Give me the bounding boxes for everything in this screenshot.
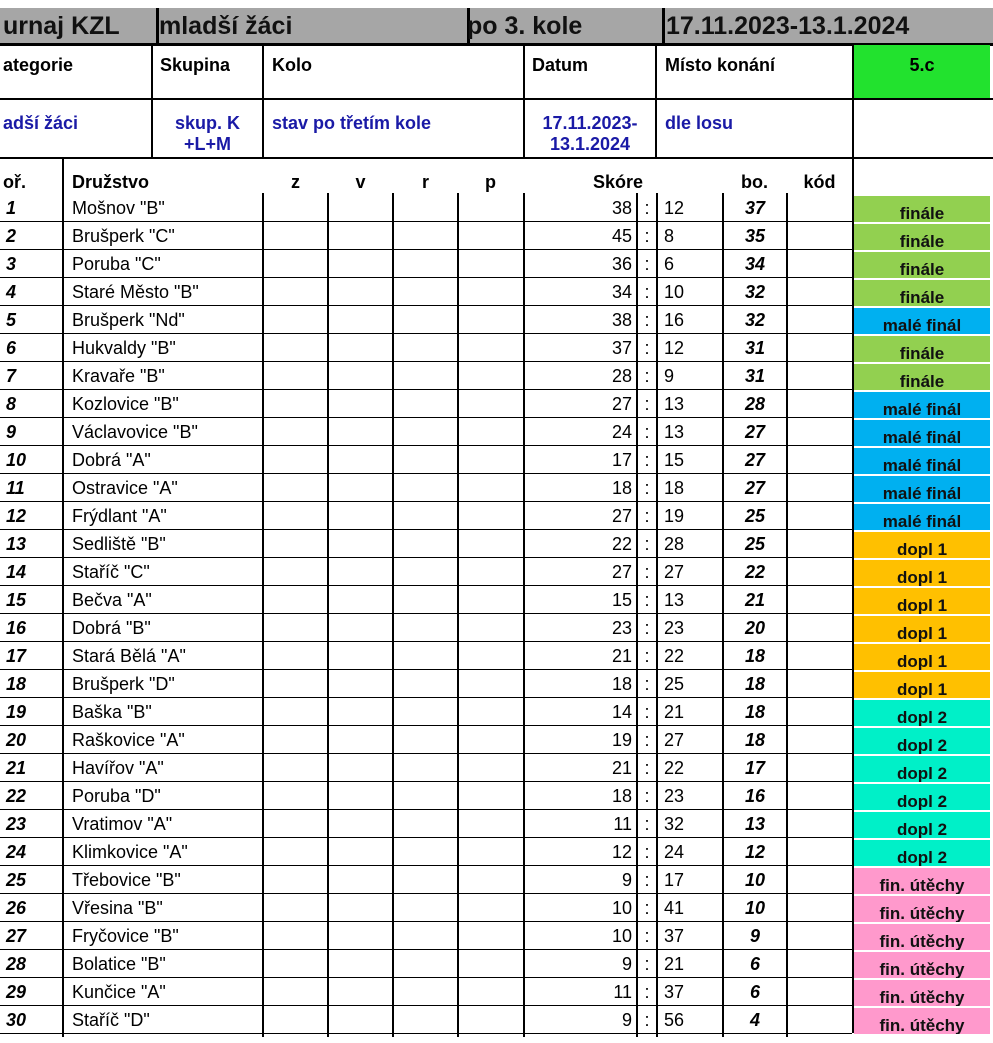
row-position: 8	[6, 394, 17, 414]
header-kategorie: ategorie	[3, 55, 74, 75]
row-team: Poruba "D"	[72, 786, 161, 806]
row-score-separator: :	[644, 618, 650, 638]
row-position: 13	[6, 534, 27, 554]
row-team: Ostravice "A"	[72, 478, 178, 498]
row-position: 25	[6, 870, 27, 890]
row-points: 27	[744, 478, 766, 498]
row-team: Dobrá "B"	[72, 618, 151, 638]
row-score-separator: :	[644, 758, 650, 778]
row-position: 12	[6, 506, 27, 526]
info-kolo: stav po třetím kole	[272, 113, 432, 133]
row-team: Raškovice "A"	[72, 730, 185, 750]
row-result-badge: dopl 1	[854, 532, 990, 558]
row-conceded: 23	[664, 618, 685, 638]
row-result-badge: dopl 2	[854, 728, 990, 754]
header-top-border	[0, 43, 993, 46]
row-score-separator: :	[644, 870, 650, 890]
row-points: 17	[744, 758, 766, 778]
row-points: 21	[744, 590, 766, 610]
row-result-badge: finále	[854, 252, 990, 278]
row-score-separator: :	[644, 506, 650, 526]
row-scored: 21	[611, 758, 632, 778]
row-score-separator: :	[644, 422, 650, 442]
row-scored: 18	[611, 674, 632, 694]
row-result-badge: dopl 1	[854, 616, 990, 642]
row-result-badge: fin. útěchy	[854, 980, 990, 1006]
row-points: 10	[744, 870, 766, 890]
row-scored: 18	[611, 786, 632, 806]
row-position: 23	[6, 814, 27, 834]
row-score-separator: :	[644, 730, 650, 750]
grid-line-sep-right	[656, 193, 658, 1037]
row-team: Staré Město "B"	[72, 282, 199, 302]
row-scored: 10	[611, 898, 632, 918]
row-scored: 27	[611, 394, 632, 414]
row-conceded: 28	[664, 534, 685, 554]
header-bottom-border	[0, 157, 993, 159]
row-team: Hukvaldy "B"	[72, 338, 176, 358]
title-category: mladší žáci	[153, 8, 470, 43]
row-points: 31	[744, 338, 766, 358]
row-conceded: 27	[664, 562, 685, 582]
row-score-separator: :	[644, 254, 650, 274]
row-conceded: 16	[664, 310, 685, 330]
row-result-badge: dopl 1	[854, 560, 990, 586]
row-position: 16	[6, 618, 27, 638]
row-position: 24	[6, 842, 27, 862]
row-score-separator: :	[644, 898, 650, 918]
row-team: Stará Bělá "A"	[72, 646, 186, 666]
row-points: 18	[744, 702, 766, 722]
row-team: Brušperk "Nd"	[72, 310, 185, 330]
row-score-separator: :	[644, 310, 650, 330]
col-druzstvo: Družstvo	[72, 172, 150, 192]
row-result-badge: fin. útěchy	[854, 868, 990, 894]
col-z: z	[291, 172, 300, 192]
row-result-badge: malé finál	[854, 392, 990, 418]
row-team: Kozlovice "B"	[72, 394, 179, 414]
row-score-separator: :	[644, 534, 650, 554]
row-conceded: 37	[664, 926, 685, 946]
row-result-badge: malé finál	[854, 504, 990, 530]
row-team: Václavovice "B"	[72, 422, 198, 442]
row-position: 17	[6, 646, 27, 666]
row-scored: 34	[611, 282, 632, 302]
row-result-badge: finále	[854, 196, 990, 222]
title-round: po 3. kole	[461, 8, 665, 43]
row-conceded: 21	[664, 702, 685, 722]
row-position: 26	[6, 898, 27, 918]
row-scored: 38	[611, 310, 632, 330]
row-points: 31	[744, 366, 766, 386]
row-scored: 45	[611, 226, 632, 246]
row-scored: 9	[621, 870, 632, 890]
row-result-badge: dopl 2	[854, 812, 990, 838]
row-points: 10	[744, 898, 766, 918]
row-conceded: 22	[664, 646, 685, 666]
row-result-badge: malé finál	[854, 420, 990, 446]
row-result-badge: dopl 1	[854, 588, 990, 614]
header-divider-4	[655, 43, 657, 157]
row-team: Vratimov "A"	[72, 814, 173, 834]
row-conceded: 6	[664, 254, 675, 274]
row-conceded: 56	[664, 1010, 685, 1030]
row-score-separator: :	[644, 814, 650, 834]
row-position: 20	[6, 730, 27, 750]
row-scored: 37	[611, 338, 632, 358]
row-points: 12	[744, 842, 766, 862]
row-position: 6	[6, 338, 17, 358]
row-score-separator: :	[644, 954, 650, 974]
grid-line-r	[392, 193, 394, 1037]
col-r: r	[421, 172, 429, 192]
row-points: 35	[744, 226, 766, 246]
col-kod: kód	[803, 172, 836, 192]
row-points: 25	[744, 506, 766, 526]
row-score-separator: :	[644, 338, 650, 358]
row-conceded: 13	[664, 590, 685, 610]
row-conceded: 10	[664, 282, 685, 302]
info-datum-line1: 17.11.2023-	[542, 113, 638, 133]
row-scored: 10	[611, 926, 632, 946]
info-skupina-line2: +L+M	[183, 134, 231, 154]
row-conceded: 17	[664, 870, 685, 890]
row-score-separator: :	[644, 366, 650, 386]
row-score-separator: :	[644, 282, 650, 302]
col-body: bo.	[741, 172, 768, 192]
row-conceded: 24	[664, 842, 685, 862]
row-team: Brušperk "C"	[72, 226, 175, 246]
row-conceded: 13	[664, 394, 685, 414]
row-scored: 14	[611, 702, 632, 722]
row-conceded: 21	[664, 954, 685, 974]
row-scored: 11	[613, 814, 632, 834]
row-scored: 38	[611, 198, 632, 218]
row-position: 4	[6, 282, 17, 302]
title-event: urnaj KZL	[0, 8, 159, 43]
row-position: 18	[6, 674, 27, 694]
row-score-separator: :	[644, 702, 650, 722]
row-position: 21	[6, 758, 27, 778]
row-result-badge: finále	[854, 336, 990, 362]
grid-line-pos	[62, 157, 64, 1037]
row-scored: 9	[621, 954, 632, 974]
grid-line-z	[262, 193, 264, 1037]
row-team: Bolatice "B"	[72, 954, 166, 974]
header-kolo: Kolo	[272, 55, 312, 75]
row-result-badge: finále	[854, 224, 990, 250]
grid-line-v	[327, 193, 329, 1037]
row-conceded: 37	[664, 982, 685, 1002]
row-result-badge: fin. útěchy	[854, 1008, 990, 1034]
row-team: Mošnov "B"	[72, 198, 165, 218]
row-result-badge: dopl 2	[854, 700, 990, 726]
row-scored: 24	[611, 422, 632, 442]
row-points: 6	[749, 982, 760, 1002]
row-position: 5	[6, 310, 17, 330]
row-result-badge: fin. útěchy	[854, 896, 990, 922]
header-skupina: Skupina	[160, 55, 231, 75]
row-points: 25	[744, 534, 766, 554]
row-team: Fryčovice "B"	[72, 926, 179, 946]
row-scored: 15	[611, 590, 632, 610]
row-result-badge: dopl 2	[854, 756, 990, 782]
row-score-separator: :	[644, 198, 650, 218]
row-scored: 19	[611, 730, 632, 750]
grid-line-kod	[786, 193, 788, 1037]
row-team: Vřesina "B"	[72, 898, 163, 918]
col-p: p	[485, 172, 496, 192]
row-scored: 9	[621, 1010, 632, 1030]
row-score-separator: :	[644, 926, 650, 946]
row-result-badge: dopl 1	[854, 672, 990, 698]
row-position: 22	[6, 786, 27, 806]
row-team: Havířov "A"	[72, 758, 164, 778]
row-points: 18	[744, 674, 766, 694]
row-result-badge: malé finál	[854, 308, 990, 334]
row-scored: 18	[611, 478, 632, 498]
row-result-badge: malé finál	[854, 476, 990, 502]
row-team: Třebovice "B"	[72, 870, 181, 890]
header-misto: Místo konání	[665, 55, 776, 75]
row-conceded: 27	[664, 730, 685, 750]
row-points: 6	[749, 954, 760, 974]
row-score-separator: :	[644, 1010, 650, 1030]
row-team: Bečva "A"	[72, 590, 152, 610]
row-points: 32	[744, 310, 766, 330]
row-result-badge: dopl 2	[854, 784, 990, 810]
row-conceded: 15	[664, 450, 685, 470]
row-result-badge: fin. útěchy	[854, 952, 990, 978]
row-points: 18	[744, 646, 766, 666]
row-result-badge: fin. útěchy	[854, 924, 990, 950]
row-position: 1	[6, 198, 17, 218]
row-team: Brušperk "D"	[72, 674, 175, 694]
row-score-separator: :	[644, 394, 650, 414]
row-position: 3	[6, 254, 17, 274]
row-score-separator: :	[644, 590, 650, 610]
row-points: 16	[744, 786, 766, 806]
row-result-badge: finále	[854, 364, 990, 390]
row-position: 30	[6, 1010, 27, 1030]
row-scored: 27	[611, 506, 632, 526]
row-separator	[0, 1033, 852, 1034]
row-result-badge: finále	[854, 280, 990, 306]
row-team: Klimkovice "A"	[72, 842, 188, 862]
header-divider-2	[262, 43, 264, 157]
row-team: Dobrá "A"	[72, 450, 151, 470]
row-conceded: 13	[664, 422, 685, 442]
row-team: Frýdlant "A"	[72, 506, 167, 526]
row-points: 37	[744, 198, 766, 218]
row-scored: 27	[611, 562, 632, 582]
row-points: 27	[744, 422, 766, 442]
row-conceded: 18	[664, 478, 685, 498]
row-score-separator: :	[644, 478, 650, 498]
info-misto: dle losu	[665, 113, 734, 133]
row-scored: 36	[611, 254, 632, 274]
row-score-separator: :	[644, 646, 650, 666]
row-scored: 22	[611, 534, 632, 554]
row-score-separator: :	[644, 786, 650, 806]
row-score-separator: :	[644, 450, 650, 470]
row-score-separator: :	[644, 674, 650, 694]
row-points: 34	[744, 254, 766, 274]
row-position: 15	[6, 590, 27, 610]
row-position: 29	[6, 982, 27, 1002]
row-points: 4	[749, 1010, 760, 1030]
row-team: Poruba "C"	[72, 254, 161, 274]
row-score-separator: :	[644, 226, 650, 246]
row-position: 9	[6, 422, 17, 442]
row-scored: 11	[613, 982, 632, 1002]
row-points: 20	[744, 618, 766, 638]
col-v: v	[355, 172, 366, 192]
row-team: Staříč "D"	[72, 1010, 150, 1030]
row-team: Staříč "C"	[72, 562, 150, 582]
row-conceded: 32	[664, 814, 685, 834]
row-scored: 21	[611, 646, 632, 666]
info-kategorie: adší žáci	[3, 113, 79, 133]
row-conceded: 41	[664, 898, 685, 918]
row-team: Kravaře "B"	[72, 366, 165, 386]
row-conceded: 19	[664, 506, 685, 526]
info-skupina-line1: skup. K	[174, 113, 240, 133]
row-scored: 12	[611, 842, 632, 862]
row-conceded: 8	[664, 226, 675, 246]
row-score-separator: :	[644, 982, 650, 1002]
row-position: 11	[6, 478, 25, 498]
row-scored: 17	[611, 450, 632, 470]
row-points: 32	[744, 282, 766, 302]
header-datum: Datum	[532, 55, 589, 75]
row-conceded: 22	[664, 758, 685, 778]
row-points: 28	[744, 394, 766, 414]
row-position: 19	[6, 702, 27, 722]
col-poradi: oř.	[3, 172, 27, 192]
row-position: 28	[6, 954, 27, 974]
row-conceded: 25	[664, 674, 685, 694]
grid-line-p	[457, 193, 459, 1037]
row-result-badge: dopl 2	[854, 840, 990, 866]
col-skore: Skóre	[593, 172, 644, 192]
row-points: 18	[744, 730, 766, 750]
header-mid-border	[0, 98, 993, 100]
class-badge: 5.c	[854, 45, 990, 98]
row-position: 27	[6, 926, 27, 946]
row-scored: 28	[611, 366, 632, 386]
row-team: Baška "B"	[72, 702, 152, 722]
row-result-badge: dopl 1	[854, 644, 990, 670]
row-score-separator: :	[644, 842, 650, 862]
row-position: 10	[6, 450, 27, 470]
row-position: 7	[6, 366, 17, 386]
row-points: 13	[744, 814, 766, 834]
row-score-separator: :	[644, 562, 650, 582]
row-points: 27	[744, 450, 766, 470]
row-conceded: 9	[664, 366, 675, 386]
row-conceded: 12	[664, 198, 685, 218]
row-result-badge: malé finál	[854, 448, 990, 474]
row-points: 9	[749, 926, 760, 946]
row-scored: 23	[611, 618, 632, 638]
row-team: Kunčice "A"	[72, 982, 166, 1002]
row-team: Sedliště "B"	[72, 534, 166, 554]
info-datum-line2: 13.1.2024	[549, 134, 631, 154]
row-points: 22	[744, 562, 766, 582]
row-conceded: 12	[664, 338, 685, 358]
title-dates: 17.11.2023-13.1.2024	[666, 12, 910, 40]
row-position: 2	[6, 226, 17, 246]
row-position: 14	[6, 562, 27, 582]
row-conceded: 23	[664, 786, 685, 806]
